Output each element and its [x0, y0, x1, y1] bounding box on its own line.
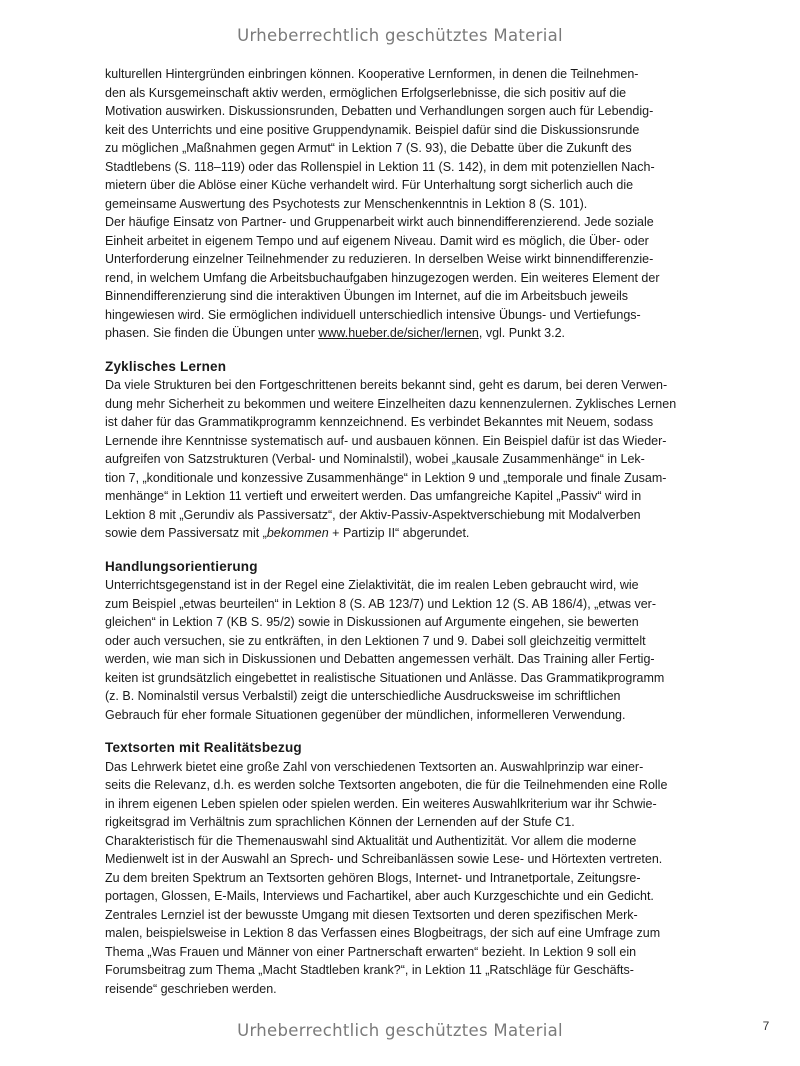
- text-line: kulturellen Hintergründen einbringen können. Kooperative Lernformen, in denen die Teilnehmen-: [105, 67, 639, 81]
- text-line: reisende“ geschrieben werden.: [105, 981, 277, 996]
- text-line: rend, in welchem Umfang die Arbeitsbuchaufgaben hinzugezogen werden. Ein weiteres Element der: [105, 270, 660, 285]
- intro-paragraph: [105, 65, 715, 343]
- text-line: portagen, Glossen, E-Mails, Interviews und Fachartikel, aber auch Kurzgeschichte und ein Gedicht.: [105, 889, 654, 903]
- text-line: keiten ist grundsätzlich eingebettet in realistische Situationen und Anlässe. Das Grammatikprogramm: [105, 670, 665, 685]
- text-line: gemeinsame Auswertung des Psychotests zur Menschenkenntnis in Lektion 8 (S. 101).: [105, 196, 588, 211]
- text-line: Unterforderung einzelner Teilnehmender zu reduzieren. In derselben Weise wirkt binnendifferenzie-: [105, 252, 654, 266]
- text-line: Motivation auswirken. Diskussionsrunden, Debatten und Verhandlungen sorgen auch für Lebendig-: [105, 104, 654, 118]
- text-line: Da viele Strukturen bei den Fortgeschrittenen bereits bekannt sind, geht es darum, bei deren Verwen-: [105, 378, 668, 392]
- page-content: [105, 65, 715, 998]
- text-segment: sowie dem Passiversatz mit „: [105, 526, 267, 540]
- page-number: 7: [762, 1019, 770, 1033]
- text-line: Charakteristisch für die Themenauswahl sind Aktualität und Authentizität. Vor allem die moderne: [105, 833, 637, 848]
- text-line: Unterrichtsgegenstand ist in der Regel eine Zielaktivität, die im realen Leben gebraucht wird, wie: [105, 578, 639, 592]
- text-line: Der häufige Einsatz von Partner- und Gruppenarbeit wirkt auch binnendifferenzierend. Jede soziale: [105, 215, 654, 229]
- text-line: Forumsbeitrag zum Thema „Macht Stadtleben krank?“, in Lektion 11 „Ratschläge für Geschäfts-: [105, 963, 634, 977]
- text-segment: phasen. Sie finden die Übungen unter: [105, 326, 319, 340]
- text-line: malen, beispielsweise in Lektion 8 das Verfassen eines Blogbeitrags, der sich auf eine Umfrage zum: [105, 926, 661, 940]
- text-line: Thema „Was Frauen und Männer von einer Partnerschaft erwarten“ bezieht. In Lektion 9 soll ein: [105, 944, 637, 959]
- text-line: in ihrem eigenen Leben spielen oder spielen werden. Ein weiteres Auswahlkriterium war ihr Schwie-: [105, 796, 657, 811]
- text-segment: + Partizip II“ abgerundet.: [328, 526, 470, 540]
- text-line: zu möglichen „Maßnahmen gegen Armut“ in Lektion 7 (S. 93), die Debatte über die Zukunft des: [105, 141, 632, 155]
- text-line: zum Beispiel „etwas beurteilen“ in Lektion 8 (S. AB 123/7) und Lektion 12 (S. AB 186/4), „etwas ver-: [105, 596, 656, 611]
- text-line: Medienwelt ist in der Auswahl an Sprech- und Schreibanlässen sowie Lese- und Hörtexten vertreten.: [105, 852, 663, 866]
- watermark-bottom: Urheberrechtlich geschütztes Material: [237, 1021, 563, 1040]
- text-line: Stadtlebens (S. 118–119) oder das Rollenspiel in Lektion 11 (S. 142), in dem mit potenziellen Nach-: [105, 159, 655, 174]
- section-heading: Textsorten mit Realitätsbezug: [105, 740, 302, 755]
- text-line: Zu dem breiten Spektrum an Textsorten gehören Blogs, Internet- und Intranetportale, Zeitungsre-: [105, 870, 641, 885]
- text-segment: , vgl. Punkt 3.2.: [478, 326, 566, 340]
- text-line: hingewiesen wird. Sie ermöglichen individuell unterschiedlich intensive Übungs- und Vertiefungs-: [105, 307, 641, 322]
- text-line: keit des Unterrichts und eine positive Gruppendynamik. Beispiel dafür sind die Diskussionsrunde: [105, 122, 640, 137]
- text-line: Lernende ihre Kenntnisse systematisch auf- und ausbauen können. Ein Beispiel dafür ist das Wieder-: [105, 433, 667, 448]
- text-line: mietern über die Ablöse einer Küche verhandelt wird. Für Unterhaltung sorgt sicherlich auch die: [105, 178, 634, 192]
- text-line: (z. B. Nominalstil versus Verbalstil) zeigt die unterschiedliche Ausdrucksweise im schriftlichen: [105, 689, 621, 703]
- section-handlungsorientierung: [105, 558, 715, 725]
- text-line: seits die Relevanz, d.h. es werden solche Textsorten angeboten, die für die Teilnehmenden eine Rolle: [105, 778, 668, 792]
- text-line: oder auch versuchen, sie zu entkräften, in den Lektionen 7 und 9. Dabei soll gleichzeitig vermittelt: [105, 633, 646, 648]
- text-line: Lektion 8 mit „Gerundiv als Passiversatz“, der Aktiv-Passiv-Aspektverschiebung mit Modalverben: [105, 507, 641, 522]
- text-line: tion 7, „konditionale und konzessive Zusammenhänge“ in Lektion 9 und „temporale und finale Zusam-: [105, 470, 667, 485]
- text-line: Das Lehrwerk bietet eine große Zahl von verschiedenen Textsorten an. Auswahlprinzip war einer-: [105, 759, 644, 774]
- text-line: Einheit arbeitet in eigenem Tempo und auf eigenem Niveau. Damit wird es möglich, die Über- oder: [105, 233, 649, 248]
- text-line: Binnendifferenzierung sind die interaktiven Übungen im Internet, auf die im Arbeitsbuch jeweils: [105, 289, 628, 303]
- text-line: [105, 524, 715, 543]
- section-heading: Zyklisches Lernen: [105, 358, 227, 374]
- section-heading: Handlungsorientierung: [105, 558, 258, 574]
- text-line: rigkeitsgrad im Verhältnis zum sprachlichen Können der Lernenden auf der Stufe C1.: [105, 815, 575, 829]
- section-textsorten: [105, 739, 715, 998]
- hueber-link[interactable]: www.hueber.de/sicher/lernen: [318, 326, 479, 340]
- text-line: Zentrales Lernziel ist der bewusste Umgang mit diesen Textsorten und deren spezifischen Merk-: [105, 907, 638, 922]
- text-line: [105, 324, 715, 343]
- watermark-top: Urheberrechtlich geschütztes Material: [237, 26, 563, 45]
- text-line: menhänge“ in Lektion 11 vertieft und erweitert werden. Das umfangreiche Kapitel „Passiv“ wird in: [105, 489, 642, 503]
- text-line: Gebrauch für eher formale Situationen gegenüber der mündlichen, informelleren Verwendung.: [105, 707, 626, 722]
- text-line: den als Kursgemeinschaft aktiv werden, ermöglichen Erfolgserlebnisse, die sich positiv auf die: [105, 85, 627, 100]
- text-line: ist daher für das Grammatikprogramm kennzeichnend. Es verbindet Bekanntes mit Neuem, sodass: [105, 415, 654, 429]
- text-line: werden, wie man sich in Diskussionen und Debatten angemessen verhält. Das Training aller Fertig-: [105, 652, 655, 666]
- text-line: gleichen“ in Lektion 7 (KB S. 95/2) sowie in Diskussionen auf Argumente eingehen, sie bewerten: [105, 615, 639, 629]
- section-zyklisches-lernen: [105, 358, 715, 543]
- text-line: aufgreifen von Satzstrukturen (Verbal- und Nominalstil), wobei „kausale Zusammenhänge“ in Lek-: [105, 452, 645, 466]
- text-line: dung mehr Sicherheit zu bekommen und weitere Einzelheiten dazu kennenzulernen. Zyklisches Lernen: [105, 396, 677, 411]
- italic-term: bekommen: [266, 526, 329, 540]
